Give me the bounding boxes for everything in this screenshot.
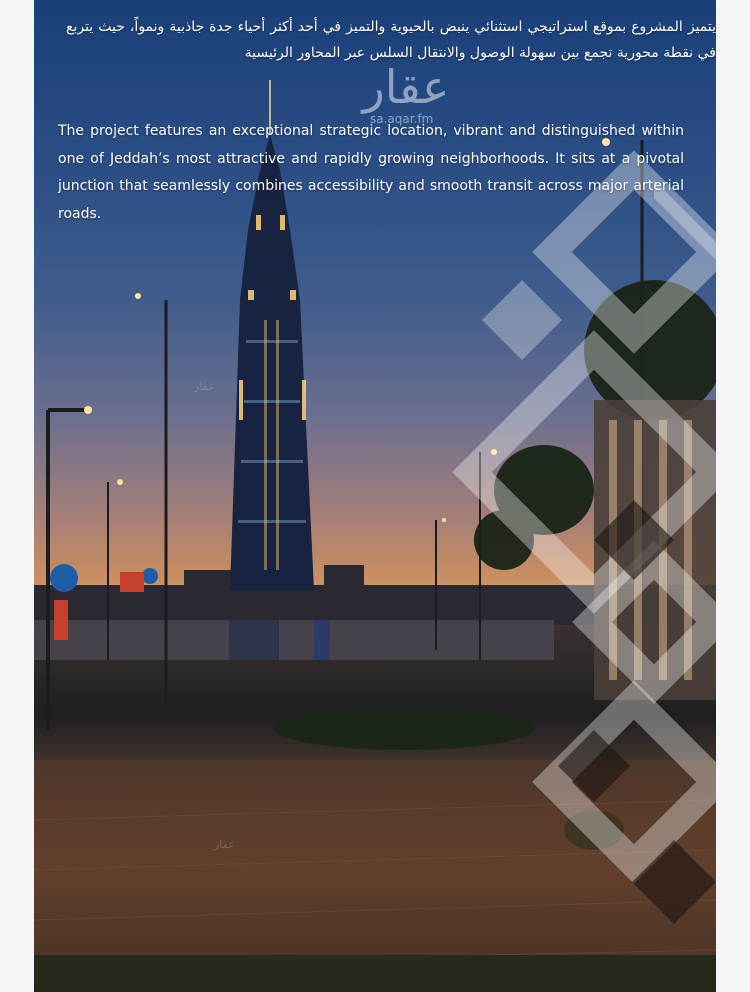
faint-watermark: عقار: [194, 380, 215, 393]
english-description: The project features an exceptional strategic location, vibrant and distinguished within one of Jeddah’s most attractive and rapidly growing neighborhoods. It sits at a pivotal junction that seamlessly combines accessibility and smooth transit across major arterial roads.: [58, 123, 684, 222]
logo-subtext: sa.aqar.fm: [370, 112, 434, 126]
lit-fence: [34, 620, 554, 660]
shrubs: [274, 706, 534, 750]
logo-text: عقار: [362, 60, 450, 114]
arabic-description: يتميز المشروع بموقع استراتيجي استثنائي ينبض بالحيوية والتميز في أحد أكثر أحياء جدة جاذبية ونمواً، حيث يتربع في نقطة محورية تجمع بين سهولة الوصول والانتقال السلس عبر المحاور الرئيسية: [66, 19, 716, 61]
faint-watermark: عقار: [214, 838, 235, 851]
grass-strip: [34, 955, 716, 992]
